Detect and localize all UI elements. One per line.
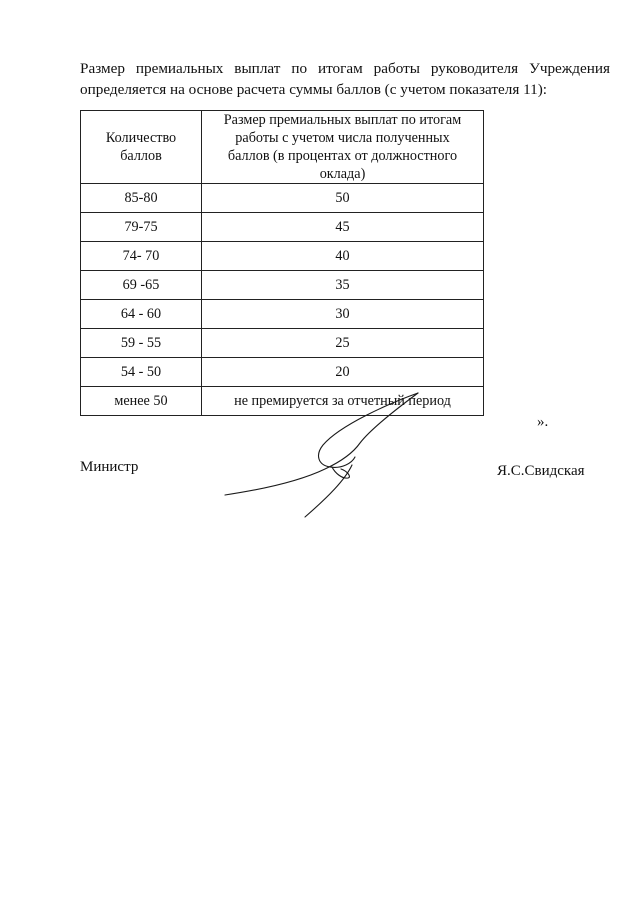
intro-paragraph [80, 58, 610, 100]
points-cell: 54 - 50 [81, 358, 202, 387]
bonus-table [80, 110, 484, 416]
bonus-cell: 50 [202, 184, 484, 213]
points-cell: 59 - 55 [81, 329, 202, 358]
signature-stroke-tail [305, 465, 352, 517]
table-row [81, 329, 484, 358]
intro-line-2: определяется на основе расчета суммы баллов (с учетом показателя 11): [80, 81, 547, 98]
points-cell: менее 50 [81, 387, 202, 416]
points-cell: 69 -65 [81, 271, 202, 300]
signature-stroke-hook [332, 467, 349, 478]
bonus-cell: 25 [202, 329, 484, 358]
points-cell: 64 - 60 [81, 300, 202, 329]
points-cell: 74- 70 [81, 242, 202, 271]
bonus-cell: 20 [202, 358, 484, 387]
signature-stroke-main [225, 393, 418, 495]
table-row [81, 271, 484, 300]
points-cell: 85-80 [81, 184, 202, 213]
signatory-name: Я.С.Свидская [497, 463, 585, 479]
table-row [81, 242, 484, 271]
signatory-role: Министр [80, 459, 139, 475]
intro-line-1: Размер премиальных выплат по итогам работы руководителя Учреждения [80, 60, 610, 77]
table-row [81, 300, 484, 329]
bonus-cell: 45 [202, 213, 484, 242]
bonus-cell: не премируется за отчетный период [202, 387, 484, 416]
closing-quote: ». [537, 414, 549, 430]
table-header-row [81, 111, 484, 184]
points-cell: 79-75 [81, 213, 202, 242]
handwritten-signature [220, 385, 420, 525]
header-points: Количество баллов [81, 111, 202, 184]
bonus-cell: 40 [202, 242, 484, 271]
table-row [81, 358, 484, 387]
table-row [81, 184, 484, 213]
header-bonus-size: Размер премиальных выплат по итогам работы с учетом числа полученных баллов (в процентах от должностного оклада) [202, 111, 484, 184]
bonus-cell: 30 [202, 300, 484, 329]
table-row [81, 213, 484, 242]
bonus-cell: 35 [202, 271, 484, 300]
